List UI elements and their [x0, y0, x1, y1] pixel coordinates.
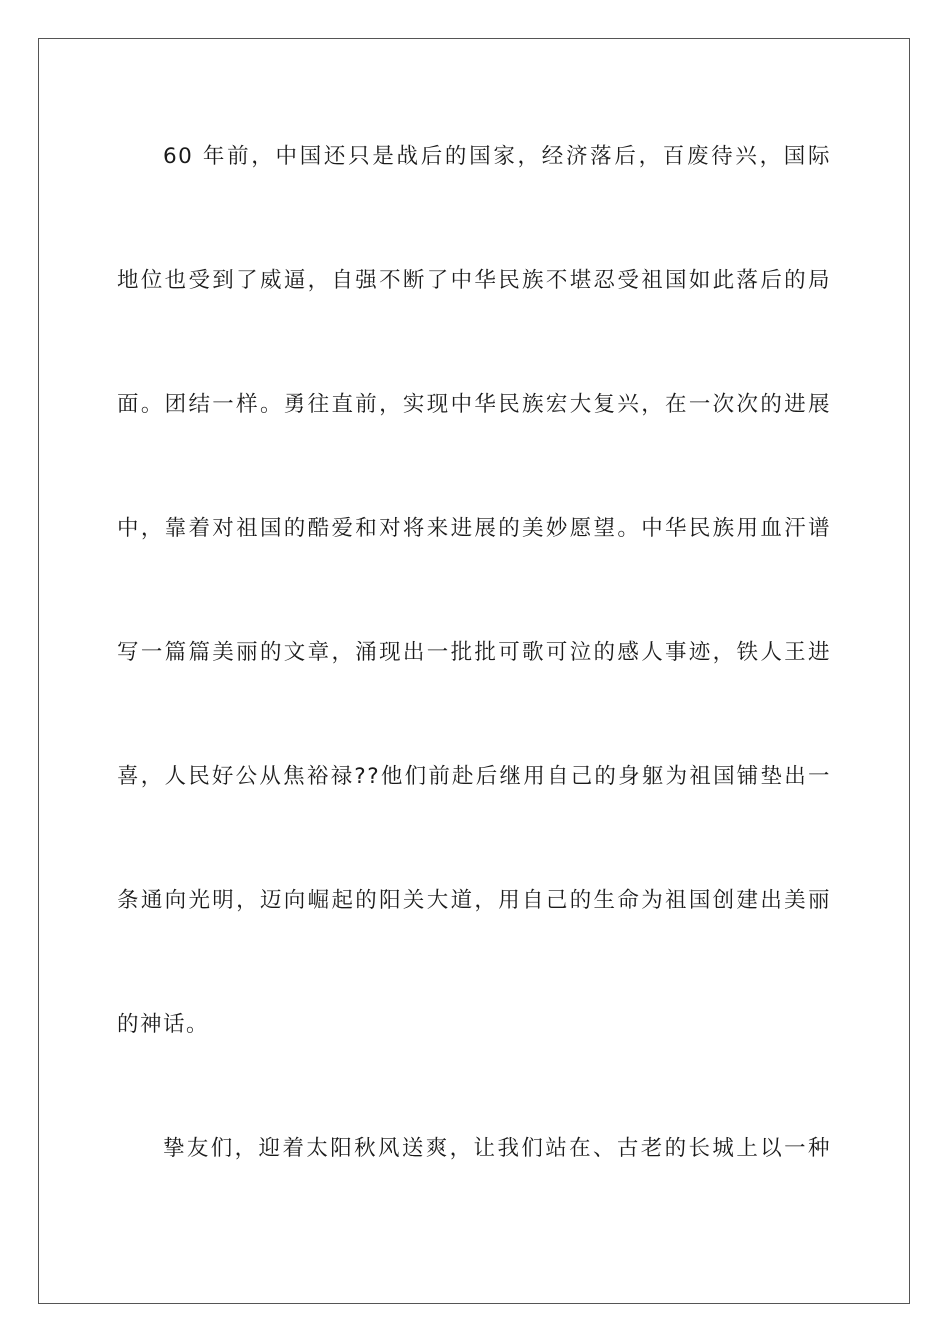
- paragraph-1-line-7: 条通向光明，迈向崛起的阳关大道，用自己的生命为祖国创建出美丽: [117, 888, 831, 913]
- paragraph-1-line-5: 写一篇篇美丽的文章，涌现出一批批可歌可泣的感人事迹，铁人王进: [117, 640, 831, 665]
- paragraph-1-line-6: 喜，人民好公从焦裕禄??他们前赴后继用自己的身躯为祖国铺垫出一: [117, 764, 831, 789]
- paragraph-1-line-4: 中，靠着对祖国的酷爱和对将来进展的美妙愿望。中华民族用血汗谱: [117, 516, 831, 541]
- paragraph-1-line-3: 面。团结一样。勇往直前，实现中华民族宏大复兴，在一次次的进展: [117, 392, 831, 417]
- paragraph-2-line-1: 挚友们，迎着太阳秋风送爽，让我们站在、古老的长城上以一种: [163, 1136, 831, 1161]
- paragraph-1-line-1: 60 年前，中国还只是战后的国家，经济落后，百废待兴，国际: [163, 144, 831, 169]
- paragraph-1-line-8: 的神话。: [117, 1012, 210, 1037]
- paragraph-1-line-2: 地位也受到了威逼，自强不断了中华民族不堪忍受祖国如此落后的局: [117, 268, 831, 293]
- document-body: [117, 126, 831, 1242]
